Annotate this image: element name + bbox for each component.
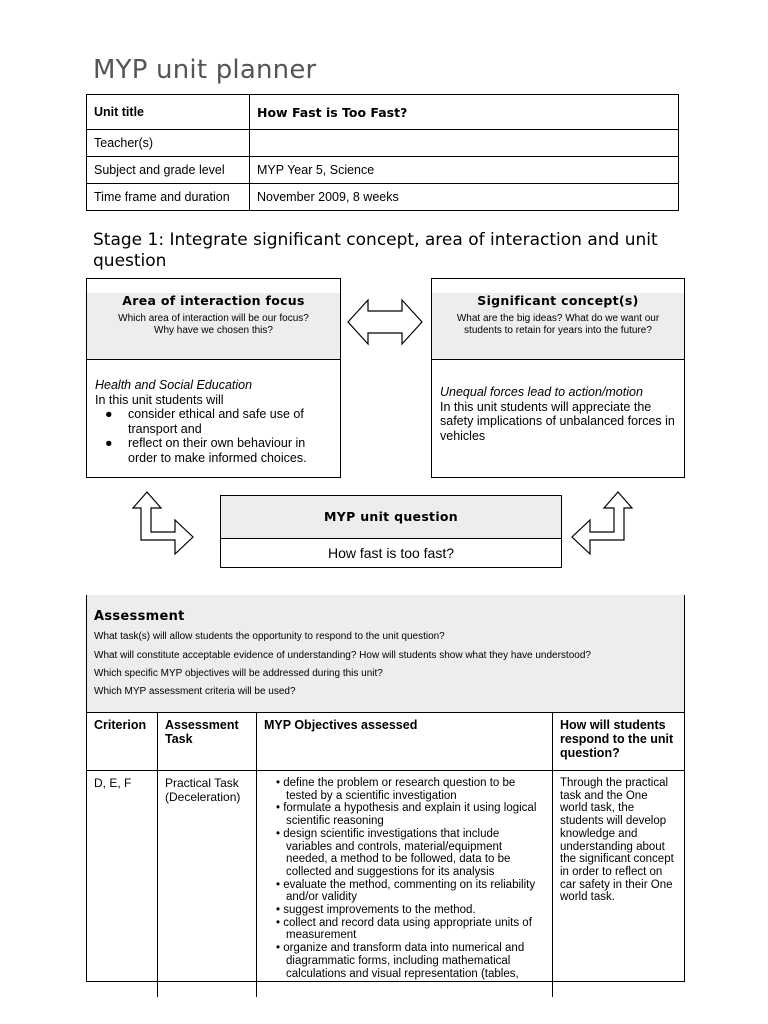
assessment-question: Which MYP assessment criteria will be used?: [94, 686, 296, 697]
table-row: [87, 157, 679, 184]
aoi-sub2: Why have we chosen this?: [154, 325, 273, 336]
concept-sub1: What are the big ideas? What do we want our: [456, 313, 660, 324]
assessment-section: [86, 595, 685, 982]
double-arrow-icon: [346, 298, 424, 346]
concept-italic: Unequal forces lead to action/motion: [440, 385, 643, 399]
objective-item: • collect and record data using appropriate units of measurement: [276, 916, 532, 942]
criterion-cell: D, E, F: [87, 771, 158, 998]
unit-info-table: [86, 94, 679, 211]
info-label: Subject and grade level: [87, 157, 250, 184]
objective-item: • suggest improvements to the method.: [276, 904, 476, 917]
unit-question-box: [220, 495, 562, 568]
task-cell: Practical Task (Deceleration): [158, 771, 257, 998]
unit-question-answer: How fast is too fast?: [327, 545, 455, 561]
objective-item: • formulate a hypothesis and explain it using logical scientific reasoning: [276, 802, 537, 828]
aoi-sub1: Which area of interaction will be our focus?: [118, 313, 309, 324]
list-item: ● consider ethical and safe use of transport and: [105, 407, 304, 436]
aoi-box: [86, 278, 341, 478]
table-header-row: [87, 712, 684, 771]
aoi-heading: Area of interaction focus: [122, 293, 305, 308]
aoi-bullet-text: reflect on their own behaviour in order to make informed choices.: [128, 436, 307, 465]
concept-box: [431, 278, 685, 478]
unit-title-value: How Fast is Too Fast?: [250, 95, 679, 130]
bent-arrow-left-icon: [131, 490, 195, 556]
aoi-intro: In this unit students will: [95, 392, 224, 407]
column-header: Assessment Task: [158, 712, 257, 771]
stage-heading: Stage 1: Integrate significant concept, area of interaction and unit question: [93, 230, 658, 271]
objective-item: • organize and transform data into numerical and diagrammatic forms, including mathematical calculations and visual representation (tables,: [276, 942, 525, 980]
subject-value: MYP Year 5, Science: [250, 157, 679, 184]
concept-heading: Significant concept(s): [477, 293, 639, 308]
aoi-italic: Health and Social Education: [95, 378, 253, 392]
assessment-question: What task(s) will allow students the opportunity to respond to the unit question?: [94, 631, 445, 642]
criteria-table: [87, 712, 684, 997]
assessment-heading: Assessment: [94, 609, 185, 624]
list-item: ● reflect on their own behaviour in order to make informed choices.: [105, 436, 307, 465]
assessment-question: What will constitute acceptable evidence of understanding? How will students show what they have understood?: [94, 650, 591, 661]
concept-sub2: students to retain for years into the future?: [464, 325, 652, 336]
objective-item: • evaluate the method, commenting on its reliability and/or validity: [276, 878, 536, 904]
page-title: MYP unit planner: [93, 55, 317, 85]
info-label: Time frame and duration: [87, 184, 250, 211]
table-row: [87, 130, 679, 157]
column-header: How will students respond to the unit question?: [553, 712, 685, 771]
response-cell: Through the practical task and the One world task, the students will develop knowledge and understanding about the significant concept in order to reflect on car safety in their One world task.: [560, 777, 674, 904]
aoi-bullet-text: consider ethical and safe use of transport and: [128, 407, 304, 436]
objective-item: • design scientific investigations that include variables and controls, material/equipment needed, a method to be followed, data to be collected and suggestions for its analysis: [276, 827, 511, 878]
info-label: Unit title: [87, 95, 250, 130]
table-row: [87, 771, 684, 998]
unit-question-heading: MYP unit question: [221, 496, 561, 539]
objective-item: • define the problem or research question to be tested by a scientific investigation: [276, 777, 516, 802]
table-row: [87, 95, 679, 130]
objectives-cell: [257, 771, 553, 998]
table-row: [87, 184, 679, 211]
assessment-question: Which specific MYP objectives will be addressed during this unit?: [94, 668, 383, 679]
column-header: MYP Objectives assessed: [257, 712, 553, 771]
bent-arrow-right-icon: [570, 490, 634, 556]
teacher-value: [250, 130, 679, 157]
timeframe-value: November 2009, 8 weeks: [250, 184, 679, 211]
concept-text: In this unit students will appreciate the safety implications of unbalanced forces in vehicles: [440, 399, 675, 443]
column-header: Criterion: [87, 712, 158, 771]
info-label: Teacher(s): [87, 130, 250, 157]
